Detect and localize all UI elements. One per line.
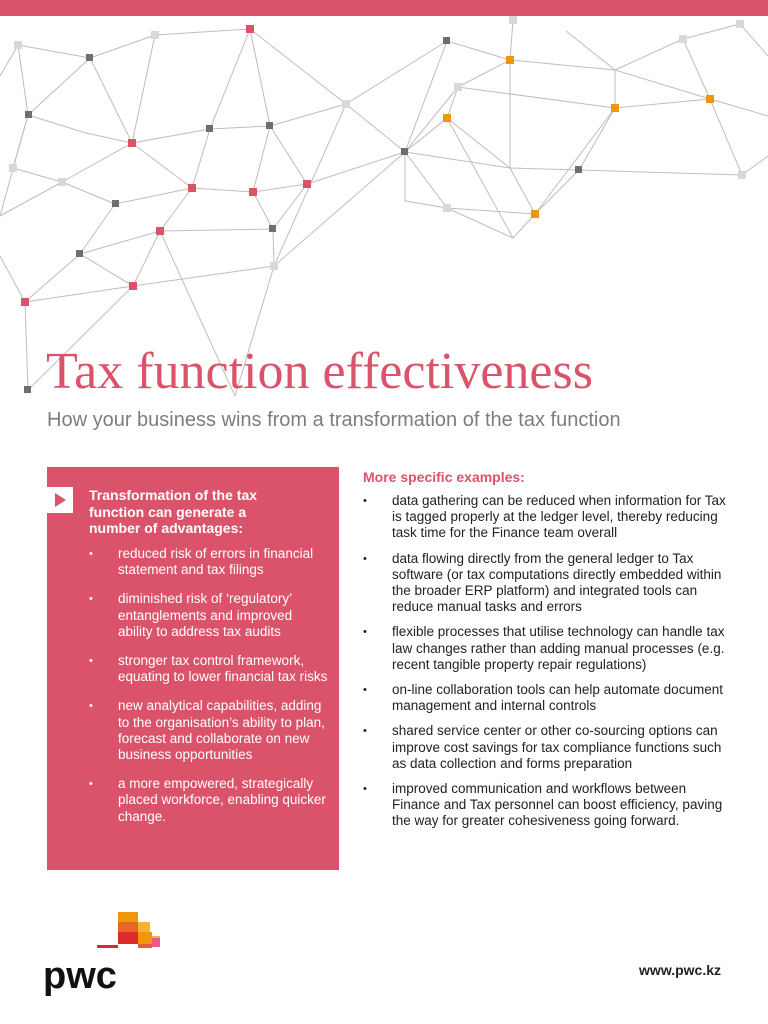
pwc-logo <box>40 908 170 998</box>
list-item: • data gathering can be reduced when information for Tax is tagged properly at the ledger level, thereby reducing task time for the Finance team overall <box>363 493 728 542</box>
list-item: • data flowing directly from the general ledger to Tax software (or tax computations directly embedded within the broader ERP platform) and integrated tools can reduce manual tasks and errors <box>363 551 728 616</box>
list-item: • diminished risk of ‘regulatory’ entanglements and improved ability to address tax audits <box>89 591 329 640</box>
examples-list <box>363 493 728 839</box>
page-subtitle: How your business wins from a transformation of the tax function <box>47 409 621 431</box>
list-item: • shared service center or other co-sourcing options can improve cost savings for tax compliance functions such as data collection and forms preparation <box>363 723 728 772</box>
list-item: • on-line collaboration tools can help automate document management and internal controls <box>363 682 728 714</box>
list-item: • new analytical capabilities, adding to the organisation’s ability to plan, forecast and collaborate on new business opportunities <box>89 698 329 763</box>
advantages-heading: Transformation of the tax function can generate a number of advantages: <box>89 487 258 536</box>
list-item: • a more empowered, strategically placed workforce, enabling quicker change. <box>89 776 329 825</box>
website-url: www.pwc.kz <box>639 962 721 978</box>
advantages-list <box>89 546 329 838</box>
advantages-box <box>47 467 339 870</box>
play-arrow-icon <box>47 487 73 513</box>
list-item: • flexible processes that utilise technology can handle tax law changes rather than adding manual processes (e.g. recent tangible property repair regulations) <box>363 624 728 673</box>
logo-wordmark: pwc <box>43 955 117 997</box>
page-title: Tax function effectiveness <box>46 343 593 400</box>
list-item: • reduced risk of errors in financial statement and tax filings <box>89 546 329 578</box>
examples-heading: More specific examples: <box>363 469 525 485</box>
list-item: • improved communication and workflows between Finance and Tax personnel can boost efficiency, paving the way for greater cohesiveness going forward. <box>363 781 728 830</box>
top-accent-bar <box>0 0 768 16</box>
list-item: • stronger tax control framework, equating to lower financial tax risks <box>89 653 329 685</box>
